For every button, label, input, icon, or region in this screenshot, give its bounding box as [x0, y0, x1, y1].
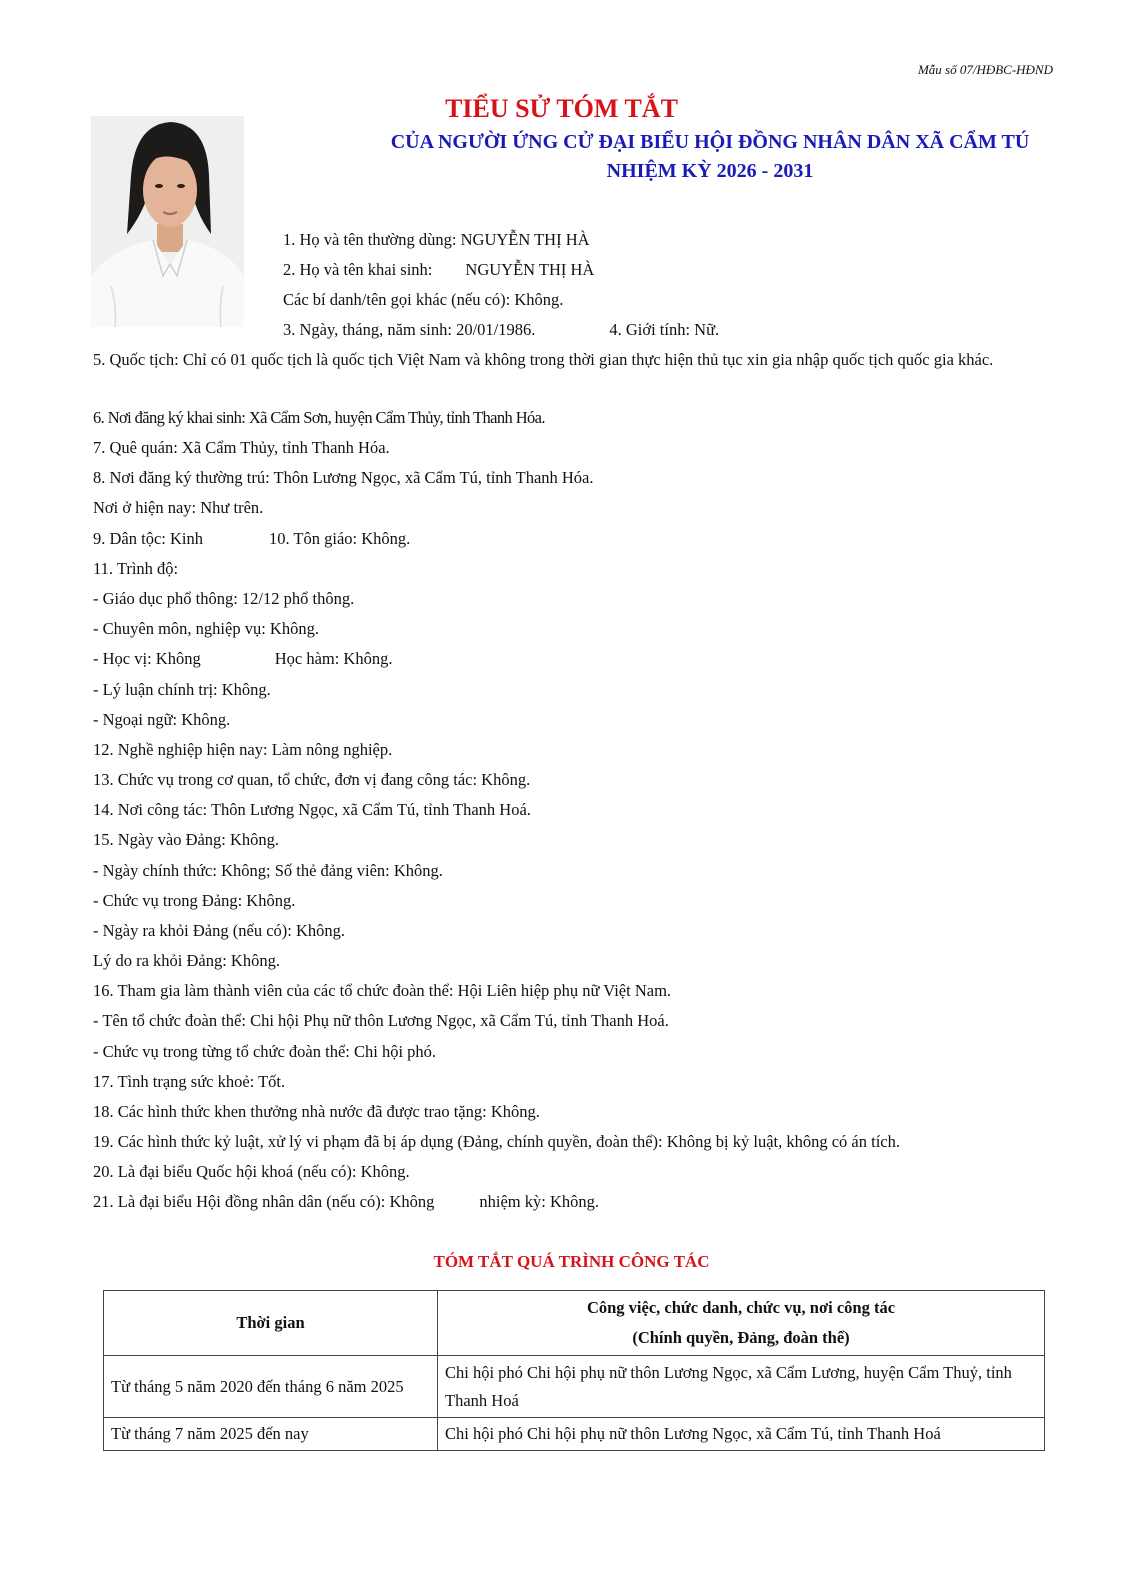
mass-organization-name: - Tên tổ chức đoàn thể: Chi hội Phụ nữ thôn Lương Ngọc, xã Cẩm Tú, tỉnh Thanh Hoá. [93, 1011, 669, 1030]
table-row [104, 1356, 1045, 1418]
religion: 10. Tôn giáo: Không. [268, 529, 411, 548]
table-header-row [104, 1291, 1045, 1356]
row-job: Chi hội phó Chi hội phụ nữ thôn Lương Ngọc, xã Cẩm Tú, tỉnh Thanh Hoá [438, 1418, 1045, 1451]
header-job-line2: (Chính quyền, Đảng, đoàn thể) [632, 1328, 850, 1347]
occupation: 12. Nghề nghiệp hiện nay: Làm nông nghiệp. [93, 740, 393, 759]
row-time: Từ tháng 7 năm 2025 đến nay [104, 1418, 438, 1451]
birth-registration: 6. Nơi đăng ký khai sinh: Xã Cẩm Sơn, huyện Cẩm Thủy, tỉnh Thanh Hóa. [93, 408, 545, 427]
gender: 4. Giới tính: Nữ. [609, 320, 720, 339]
party-join-date: 15. Ngày vào Đảng: Không. [93, 830, 280, 849]
education-heading: 11. Trình độ: [93, 559, 179, 578]
discipline: 19. Các hình thức kỷ luật, xử lý vi phạm đã bị áp dụng (Đảng, chính quyền, đoàn thể): Không bị kỷ luật, không có án tích. [93, 1132, 900, 1151]
aliases: Các bí danh/tên gọi khác (nếu có): Không. [283, 290, 564, 309]
hometown: 7. Quê quán: Xã Cẩm Thủy, tỉnh Thanh Hóa. [93, 438, 390, 457]
table-row [104, 1418, 1045, 1451]
birth-name-value: NGUYỄN THỊ HÀ [465, 260, 595, 279]
national-assembly-delegate: 20. Là đại biểu Quốc hội khoá (nếu có): Không. [93, 1162, 410, 1181]
political-theory: - Lý luận chính trị: Không. [93, 680, 271, 699]
document-subtitle: CỦA NGƯỜI ỨNG CỬ ĐẠI BIỂU HỘI ĐỒNG NHÂN DÂN XÃ CẨM TÚ [390, 131, 1030, 153]
header-time: Thời gian [104, 1291, 438, 1356]
permanent-residence: 8. Nơi đăng ký thường trú: Thôn Lương Ngọc, xã Cẩm Tú, tỉnh Thanh Hóa. [93, 468, 594, 487]
council-term: nhiệm kỳ: Không. [479, 1192, 600, 1211]
academic-degree: - Học vị: Không [93, 649, 201, 668]
degree-row [93, 648, 392, 670]
nationality: 5. Quốc tịch: Chỉ có 01 quốc tịch là quốc tịch Việt Nam và không trong thời gian thực hiện thủ tục xin gia nhập quốc tịch quốc gia khác. [93, 350, 994, 369]
common-name: 1. Họ và tên thường dùng: NGUYỄN THỊ HÀ [283, 230, 590, 249]
awards: 18. Các hình thức khen thưởng nhà nước đã được trao tặng: Không. [93, 1102, 540, 1121]
mass-organization-position: - Chức vụ trong từng tổ chức đoàn thể: Chi hội phó. [93, 1042, 437, 1061]
birth-name-label: 2. Họ và tên khai sinh: [283, 260, 433, 279]
document-title: TIỂU SỬ TÓM TẮT [445, 94, 678, 123]
work-history-title: TÓM TẮT QUÁ TRÌNH CÔNG TÁC [433, 1252, 710, 1271]
professional-qualification: - Chuyên môn, nghiệp vụ: Không. [93, 619, 319, 638]
date-of-birth: 3. Ngày, tháng, năm sinh: 20/01/1986. [283, 320, 536, 339]
header-job [438, 1291, 1045, 1356]
current-residence: Nơi ở hiện nay: Như trên. [93, 498, 264, 517]
candidate-photo [91, 116, 244, 327]
form-code: Mẫu số 07/HĐBC-HĐND [917, 62, 1053, 77]
birth-name-row [283, 259, 594, 281]
mass-organizations: 16. Tham gia làm thành viên của các tổ chức đoàn thể: Hội Liên hiệp phụ nữ Việt Nam. [93, 981, 672, 1000]
ethnicity: 9. Dân tộc: Kinh [93, 529, 203, 548]
ethnicity-row [93, 528, 410, 550]
document-term: NHIỆM KỲ 2026 - 2031 [606, 160, 814, 182]
health-status: 17. Tình trạng sức khoẻ: Tốt. [93, 1072, 286, 1091]
party-leave-reason: Lý do ra khỏi Đảng: Không. [93, 951, 280, 970]
dob-row [283, 319, 719, 341]
portrait-image [91, 116, 244, 327]
party-official: - Ngày chính thức: Không; Số thẻ đảng viên: Không. [93, 861, 443, 880]
row-time: Từ tháng 5 năm 2020 đến tháng 6 năm 2025 [104, 1356, 438, 1418]
peoples-council-row [93, 1191, 599, 1213]
party-leave-date: - Ngày ra khỏi Đảng (nếu có): Không. [93, 921, 346, 940]
foreign-language: - Ngoại ngữ: Không. [93, 710, 231, 729]
peoples-council-delegate: 21. Là đại biểu Hội đồng nhân dân (nếu có): Không [93, 1192, 435, 1211]
workplace: 14. Nơi công tác: Thôn Lương Ngọc, xã Cẩm Tú, tỉnh Thanh Hoá. [93, 800, 531, 819]
row-job: Chi hội phó Chi hội phụ nữ thôn Lương Ngọc, xã Cẩm Lương, huyện Cẩm Thuỷ, tỉnh Thanh Hoá [438, 1356, 1045, 1418]
general-education: - Giáo dục phổ thông: 12/12 phổ thông. [93, 589, 355, 608]
academic-title: Học hàm: Không. [274, 649, 393, 668]
work-history-table [103, 1290, 1045, 1451]
party-position: - Chức vụ trong Đảng: Không. [93, 891, 296, 910]
header-job-line1: Công việc, chức danh, chức vụ, nơi công tác [586, 1298, 896, 1317]
current-position: 13. Chức vụ trong cơ quan, tổ chức, đơn vị đang công tác: Không. [93, 770, 531, 789]
